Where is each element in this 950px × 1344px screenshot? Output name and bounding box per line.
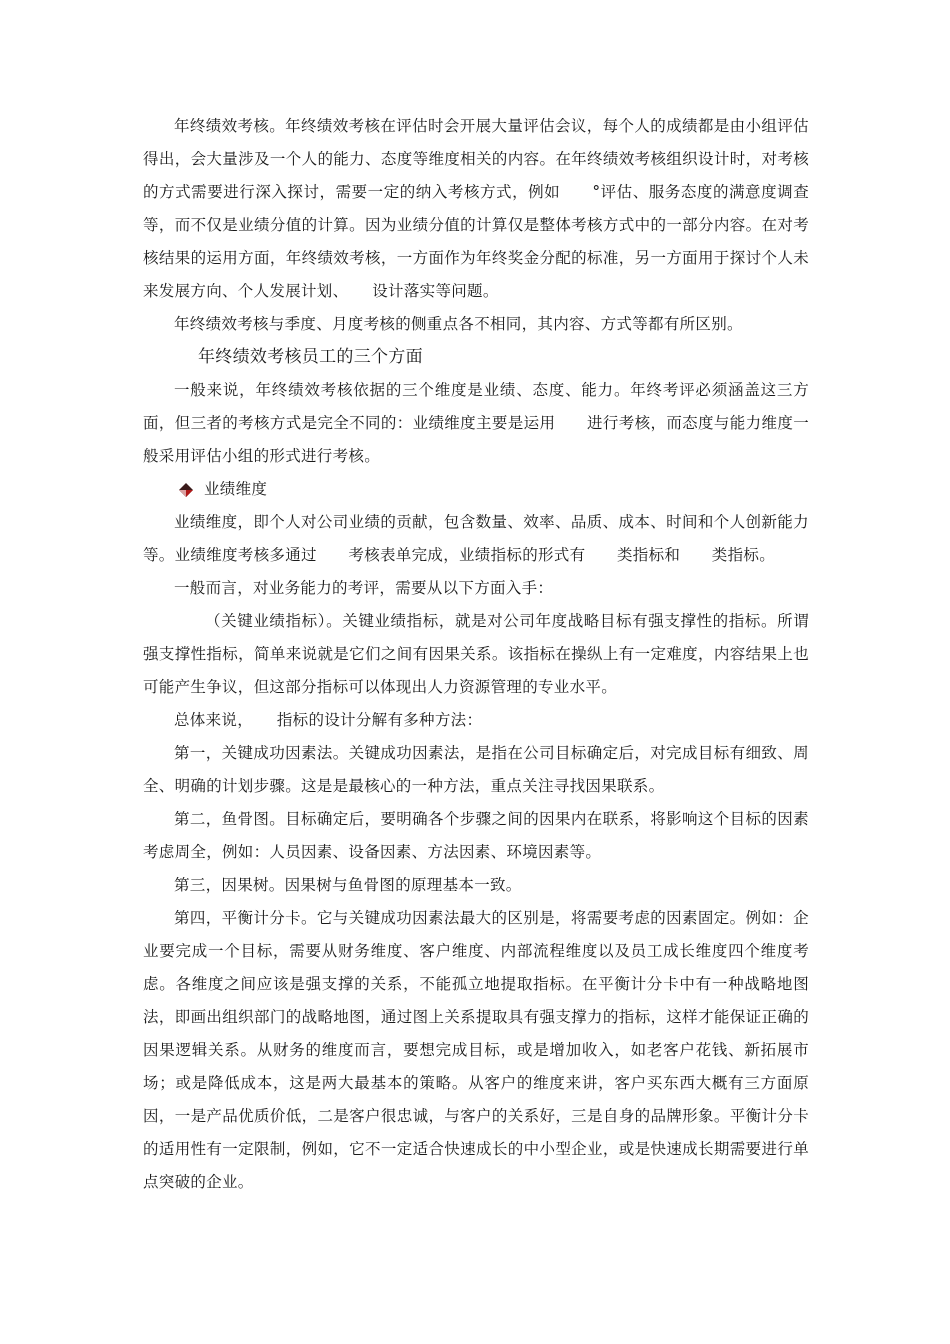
paragraph-review-difference: 年终绩效考核与季度、月度考核的侧重点各不相同，其内容、方式等都有所区别。: [174, 315, 743, 333]
bullet-performance-dimension: [143, 473, 809, 506]
paragraph-method-2: 第二，鱼骨图。目标确定后，要明确各个步骤之间的因果内在联系，将影响这个目标的因素考虑周全，例如：人员因素、设备因素、方法因素、环境因素等。: [143, 810, 809, 861]
paragraph-business-ability: 一般而言，对业务能力的考评，需要从以下方面入手：: [174, 579, 554, 597]
section-heading: 年终绩效考核员工的三个方面: [198, 347, 423, 367]
diamond-bullet-icon: [178, 482, 194, 498]
bullet-label: 业绩维度: [204, 480, 268, 498]
document-page: [143, 110, 809, 1199]
paragraph-method-4: 第四，平衡计分卡。它与关键成功因素法最大的区别是，将需要考虑的因素固定。例如：企业要完成一个目标，需要从财务维度、客户维度、内部流程维度以及员工成长维度四个维度考虑。各维度之间应该是强支撑的关系，不能孤立地提取指标。在平衡计分卡中有一种战略地图法，即画出组织部门的战略地图，通过图上关系提取具有强支撑力的指标，这样才能保证正确的因果逻辑关系。从财务的维度而言，要想完成目标，或是增加收入，如老客户花钱、新拓展市场；或是降低成本，这是两大最基本的策略。从客户的维度来讲，客户买东西大概有三方面原因，一是产品优质价低，二是客户很忠诚，与客户的关系好，三是自身的品牌形象。平衡计分卡的适用性有一定限制，例如，它不一定适合快速成长的中小型企业，或是快速成长期需要进行单点突破的企业。: [143, 909, 809, 1191]
paragraph-year-end-review: 年终绩效考核。年终绩效考核在评估时会开展大量评估会议，每个人的成绩都是由小组评估得出，会大量涉及一个人的能力、态度等维度相关的内容。在年终绩效考核组织设计时，对考核的方式需要进行深入探讨，需要一定的纳入考核方式，例如 °评估、服务态度的满意度调查等，而不仅是业绩分值的计算。因为业绩分值的计算仅是整体考核方式中的一部分内容。在对考核结果的运用方面，年终绩效考核，一方面作为年终奖金分配的标准，另一方面用于探讨个人未来发展方向、个人发展计划、 设计落实等问题。: [143, 117, 809, 300]
paragraph-method-3: 第三，因果树。因果树与鱼骨图的原理基本一致。: [174, 876, 522, 894]
paragraph-three-dimensions: 一般来说，年终绩效考核依据的三个维度是业绩、态度、能力。年终考评必须涵盖这三方面，但三者的考核方式是完全不同的：业绩维度主要是运用 进行考核，而态度与能力维度一般采用评估小组的形式进行考核。: [143, 381, 809, 465]
paragraph-performance-definition: 业绩维度，即个人对公司业绩的贡献，包含数量、效率、品质、成本、时间和个人创新能力等。业绩维度考核多通过 考核表单完成，业绩指标的形式有 类指标和 类指标。: [143, 513, 809, 564]
paragraph-method-1: 第一，关键成功因素法。关键成功因素法，是指在公司目标确定后，对完成目标有细致、周全、明确的计划步骤。这是是最核心的一种方法，重点关注寻找因果联系。: [143, 744, 809, 795]
paragraph-kpi: （关键业绩指标）。关键业绩指标，就是对公司年度战略目标有强支撑性的指标。所谓强支撑性指标，简单来说就是它们之间有因果关系。该指标在操纵上有一定难度，内容结果上也可能产生争议，但这部分指标可以体现出人力资源管理的专业水平。: [143, 612, 809, 696]
paragraph-methods-intro: 总体来说， 指标的设计分解有多种方法：: [174, 711, 483, 729]
